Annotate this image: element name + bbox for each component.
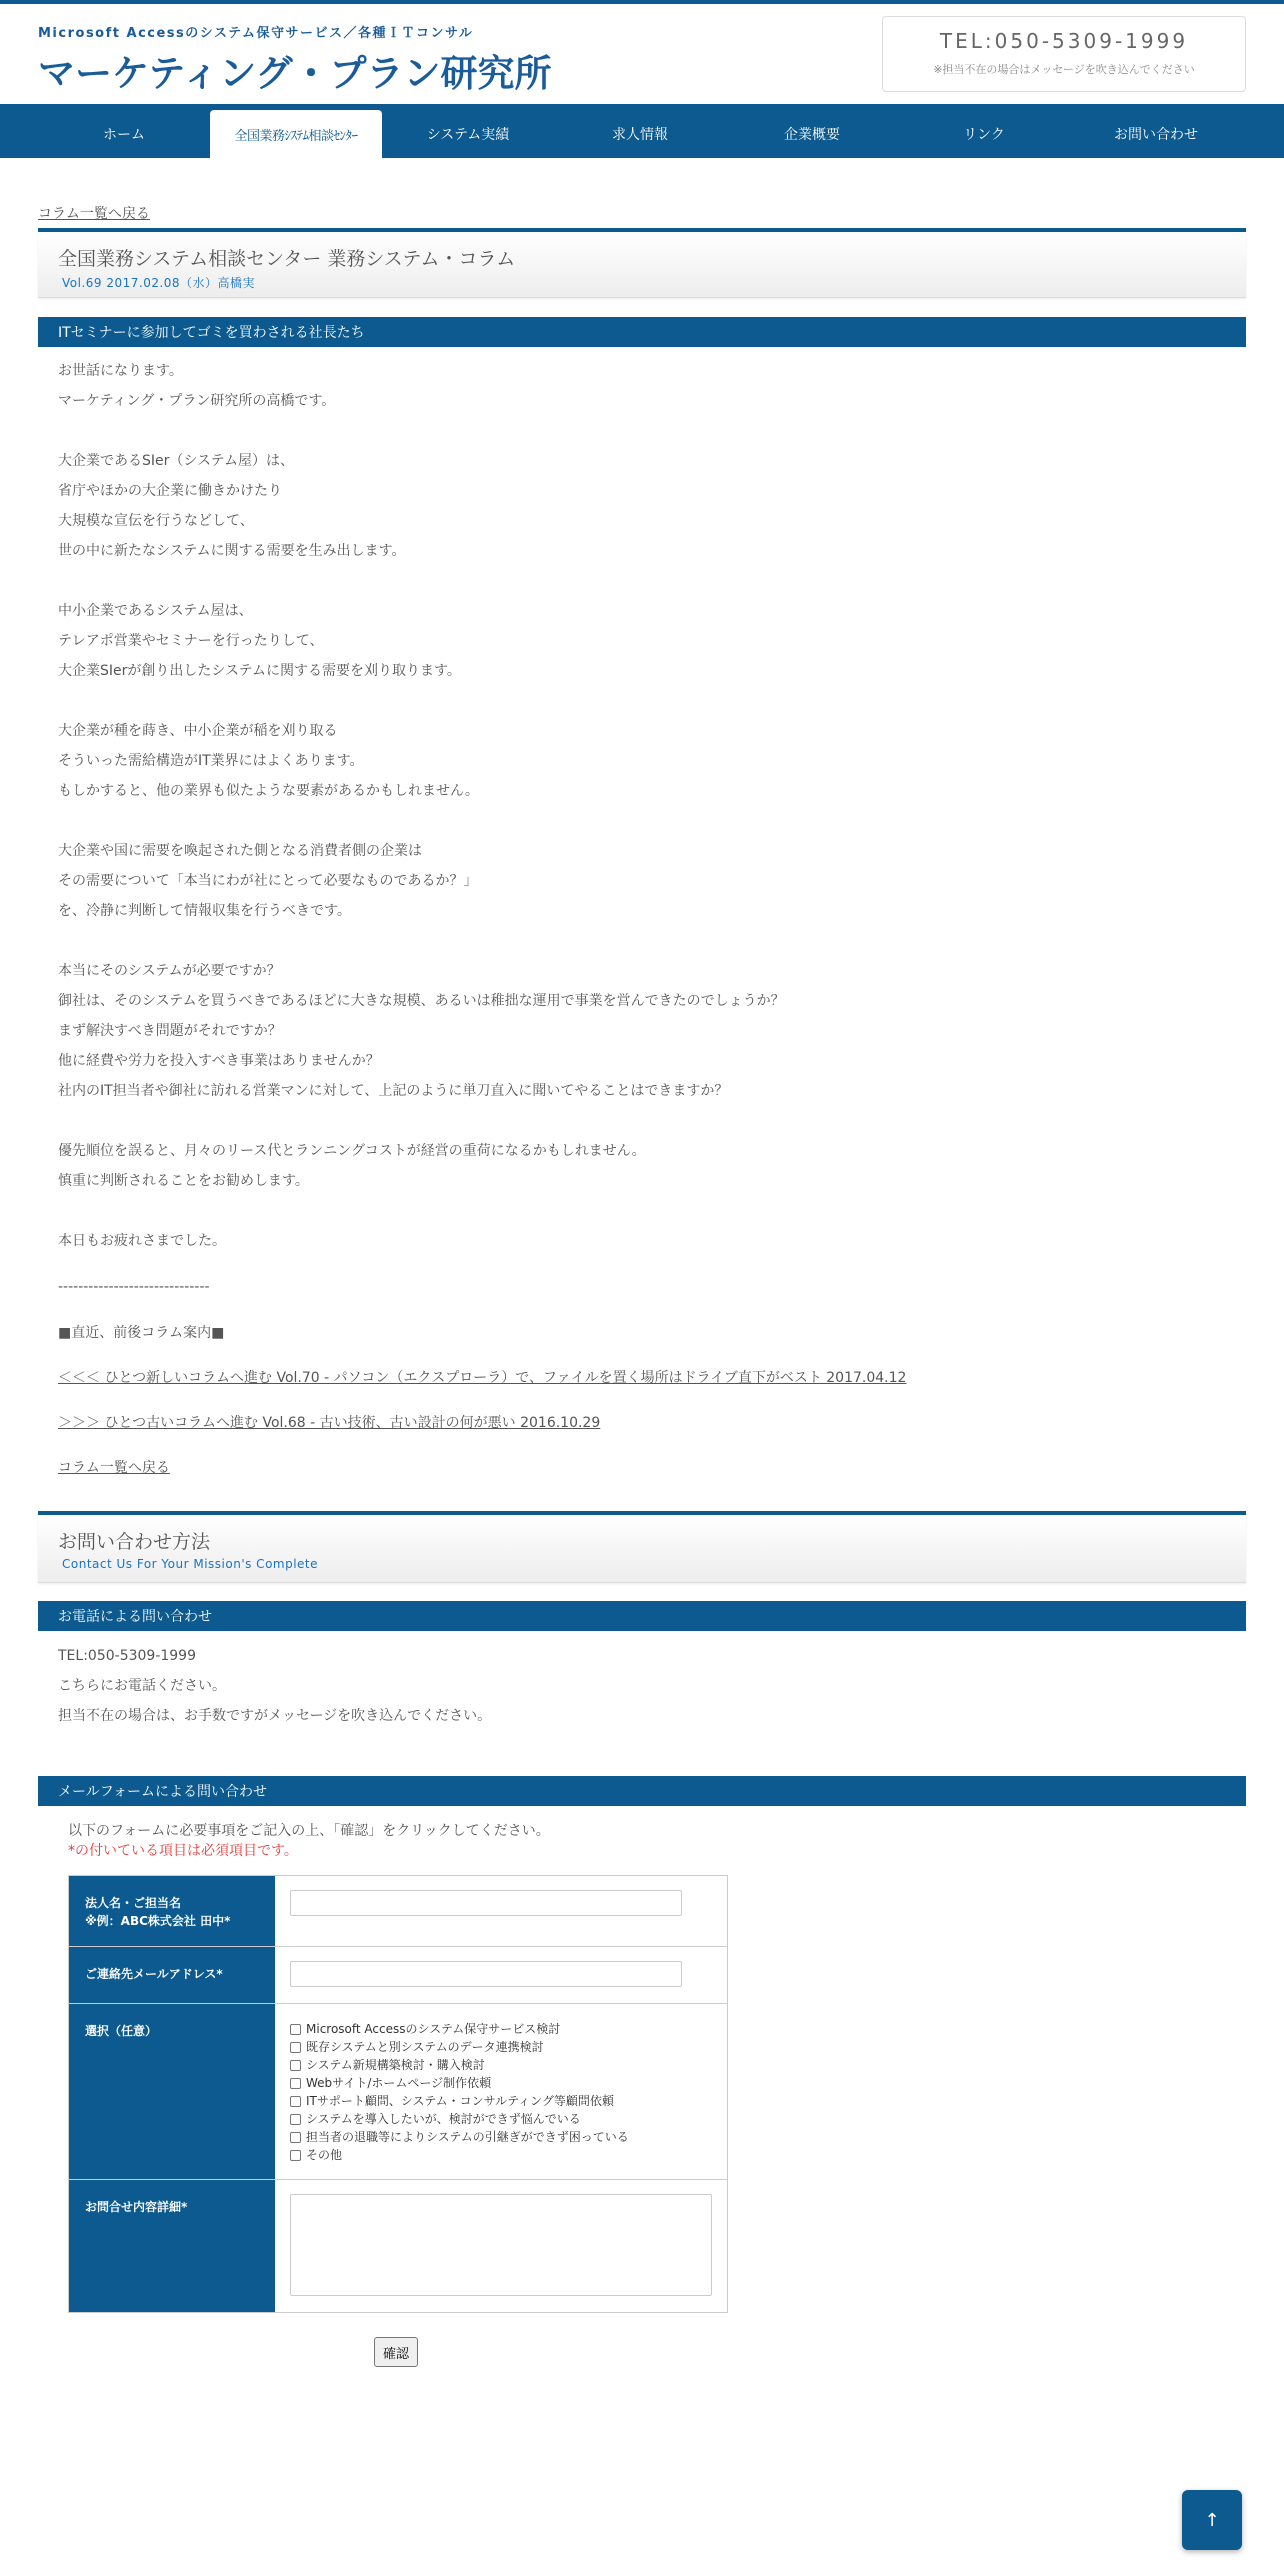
confirm-button[interactable]: 確認: [374, 2337, 418, 2367]
checkbox-icon[interactable]: [290, 2024, 301, 2035]
option-label: その他: [306, 2148, 343, 2162]
phone-line: 担当不在の場合は、お手数ですがメッセージを吹き込んでください。: [58, 1708, 492, 1724]
paragraph: [58, 446, 1228, 566]
phone-contact-text: [58, 1641, 491, 1731]
column-section-title: 全国業務システム相談センター 業務システム・コラム: [58, 248, 516, 270]
option-label: ITサポート顧問、システム・コンサルティング等顧問依頼: [306, 2094, 614, 2108]
article-separator: ------------------------------: [58, 1279, 210, 1295]
article-line: 世の中に新たなシステムに関する需要を生み出します。: [58, 543, 406, 559]
option-checkbox[interactable]: [290, 2074, 712, 2092]
paragraph: [58, 836, 1228, 926]
contact-section-header: [38, 1511, 1246, 1583]
older-column-link[interactable]: ＞＞＞ ひとつ古いコラムへ進む Vol.68 - 古い技術、古い設計の何が悪い 2016.10.29: [58, 1415, 601, 1431]
nav-item-home[interactable]: ホーム: [103, 127, 145, 143]
phone-contact-bar: お電話による問い合わせ: [38, 1601, 1246, 1631]
form-row-options: [69, 2004, 727, 2180]
name-input[interactable]: [290, 1890, 682, 1916]
article-line: 御社は、そのシステムを買うべきであるほどに大きな規模、あるいは稚拙な運用で事業を営んできたのでしょうか？: [58, 993, 785, 1009]
paragraph: [58, 956, 1228, 1106]
header-tel-note: ※担当不在の場合はメッセージを吹き込んでください: [933, 63, 1195, 76]
article-line: 大企業であるSIer（システム屋）は、: [58, 453, 294, 469]
paragraph: [58, 1136, 1228, 1196]
contact-section-subtitle: Contact Us For Your Mission's Complete: [62, 1557, 319, 1571]
select-field-label: 選択（任意）: [69, 2004, 275, 2179]
paragraph: [58, 596, 1228, 686]
paragraph: [58, 1226, 1228, 1256]
article-line: まず解決すべき問題がそれですか？: [58, 1023, 282, 1039]
article-line: もしかすると、他の業界も似たような要素があるかもしれません。: [58, 783, 479, 799]
scroll-to-top-button[interactable]: [1182, 2490, 1242, 2550]
option-checkbox[interactable]: [290, 2038, 712, 2056]
detail-textarea[interactable]: [290, 2194, 712, 2296]
article-body: [58, 356, 1228, 1256]
article-line: お世話になります。: [58, 363, 183, 379]
contact-form: [68, 1875, 728, 2313]
article-line: 省庁やほかの大企業に働きかけたり: [58, 483, 282, 499]
article-line: 大企業が種を蒔き、中小企業が稲を刈り取る: [58, 723, 338, 739]
site-logo[interactable]: [38, 22, 552, 97]
nav-item-system-results[interactable]: システム実績: [426, 127, 510, 143]
option-label: システム新規構築検討・購入検討: [306, 2058, 485, 2072]
checkbox-icon[interactable]: [290, 2042, 301, 2053]
option-label: システムを導入したいが、検討ができず悩んでいる: [306, 2112, 581, 2126]
checkbox-icon[interactable]: [290, 2060, 301, 2071]
article-line: 優先順位を誤ると、月々のリース代とランニングコストが経営の重荷になるかもしれません。: [58, 1143, 646, 1159]
name-label-example: ※例：ABC株式会社 田中*: [85, 1914, 231, 1928]
option-checkbox[interactable]: [290, 2092, 712, 2110]
article-line: 中小企業であるシステム屋は、: [58, 603, 253, 619]
option-label: Microsoft Accessのシステム保守サービス検討: [306, 2022, 561, 2036]
nav-item-links[interactable]: リンク: [963, 127, 1005, 143]
column-nav-heading: ■直近、前後コラム案内■: [58, 1325, 225, 1341]
checkbox-icon[interactable]: [290, 2114, 301, 2125]
form-intro: [68, 1821, 550, 1861]
nav-item-contact[interactable]: お問い合わせ: [1114, 127, 1198, 143]
option-checkbox[interactable]: [290, 2020, 712, 2038]
form-required-note: *の付いている項目は必須項目です。: [68, 1843, 298, 1859]
option-checkbox[interactable]: [290, 2128, 712, 2146]
article-line: 社内のIT担当者や御社に訪れる営業マンに対して、上記のように単刀直入に聞いてやることはできますか？: [58, 1083, 729, 1099]
checkbox-icon[interactable]: [290, 2150, 301, 2161]
paragraph: [58, 356, 1228, 416]
option-label: 既存システムと別システムのデータ連携検討: [306, 2040, 544, 2054]
article-line: 大企業や国に需要を喚起された側となる消費者側の企業は: [58, 843, 422, 859]
newer-column-link[interactable]: ＜＜＜ ひとつ新しいコラムへ進む Vol.70 - パソコン（エクスプローラ）で、ファイルを置く場所はドライブ直下がベスト 2017.04.12: [58, 1370, 907, 1386]
article-line: 大企業SIerが創り出したシステムに関する需要を刈り取ります。: [58, 663, 461, 679]
article-line: テレアポ営業やセミナーを行ったりして、: [58, 633, 324, 649]
option-label: Webサイト/ホームページ制作依頼: [306, 2076, 492, 2090]
header-tel-number: TEL:050-5309-1999: [939, 29, 1189, 53]
article-line: マーケティング・プラン研究所の高橋です。: [58, 393, 336, 409]
column-date-author: Vol.69 2017.02.08（水）高橋実: [62, 276, 256, 290]
column-section-header: [38, 228, 1246, 298]
article-line: 大規模な宣伝を行うなどして、: [58, 513, 254, 529]
name-field-label: [69, 1876, 275, 1946]
article-line: その需要について「本当にわが社にとって必要なものであるか？」: [58, 873, 478, 889]
email-input[interactable]: [290, 1961, 682, 1987]
article-heading-bar: ITセミナーに参加してゴミを買わされる社長たち: [38, 317, 1246, 347]
back-to-column-list-link-top[interactable]: コラム一覧へ戻る: [38, 206, 150, 222]
option-label: 担当者の退職等によりシステムの引継ぎができず困っている: [306, 2130, 629, 2144]
form-row-name: [69, 1876, 727, 1947]
phone-line: こちらにお電話ください。: [58, 1678, 226, 1694]
article-line: 慎重に判断されることをお勧めします。: [58, 1173, 309, 1189]
article-line: 他に経費や労力を投入すべき事業はありませんか？: [58, 1053, 380, 1069]
logo-company-name: マーケティング・プラン研究所: [38, 52, 552, 95]
checkbox-icon[interactable]: [290, 2078, 301, 2089]
option-checkbox[interactable]: [290, 2110, 712, 2128]
option-checkbox[interactable]: [290, 2146, 712, 2164]
back-to-column-list-link-bottom[interactable]: コラム一覧へ戻る: [58, 1460, 170, 1476]
option-checkbox[interactable]: [290, 2056, 712, 2074]
contact-section-title: お問い合わせ方法: [58, 1531, 211, 1553]
form-row-detail: [69, 2180, 727, 2312]
global-nav: [0, 104, 1284, 158]
email-field-label: ご連絡先メールアドレス*: [69, 1947, 275, 2003]
checkbox-icon[interactable]: [290, 2132, 301, 2143]
detail-field-label: お問合せ内容詳細*: [69, 2180, 275, 2312]
nav-item-consult-center[interactable]: 全国業務ｼｽﾃﾑ相談ｾﾝﾀｰ: [210, 110, 382, 158]
checkbox-icon[interactable]: [290, 2096, 301, 2107]
header-tel-box: [882, 16, 1246, 92]
article-line: を、冷静に判断して情報収集を行うべきです。: [58, 903, 351, 919]
paragraph: [58, 716, 1228, 806]
name-label-line: 法人名・ご担当名: [85, 1896, 182, 1910]
article-line: そういった需給構造がIT業界にはよくあります。: [58, 753, 364, 769]
form-instructions: 以下のフォームに必要事項をご記入の上、「確認」をクリックしてください。: [68, 1823, 550, 1839]
site-header: [0, 4, 1284, 104]
arrow-up-icon: ↑: [1204, 2509, 1220, 2531]
phone-line: TEL:050-5309-1999: [58, 1648, 196, 1664]
option-checkbox-group: [275, 2004, 727, 2179]
form-row-email: [69, 1947, 727, 2004]
logo-tagline: Microsoft Accessのシステム保守サービス／各種ＩＴコンサル: [38, 26, 474, 41]
nav-item-company[interactable]: 企業概要: [784, 127, 840, 143]
article-line: 本当にそのシステムが必要ですか？: [58, 963, 281, 979]
mail-form-bar: メールフォームによる問い合わせ: [38, 1776, 1246, 1806]
nav-item-recruit[interactable]: 求人情報: [612, 127, 668, 143]
article-line: 本日もお疲れさまでした。: [58, 1233, 226, 1249]
